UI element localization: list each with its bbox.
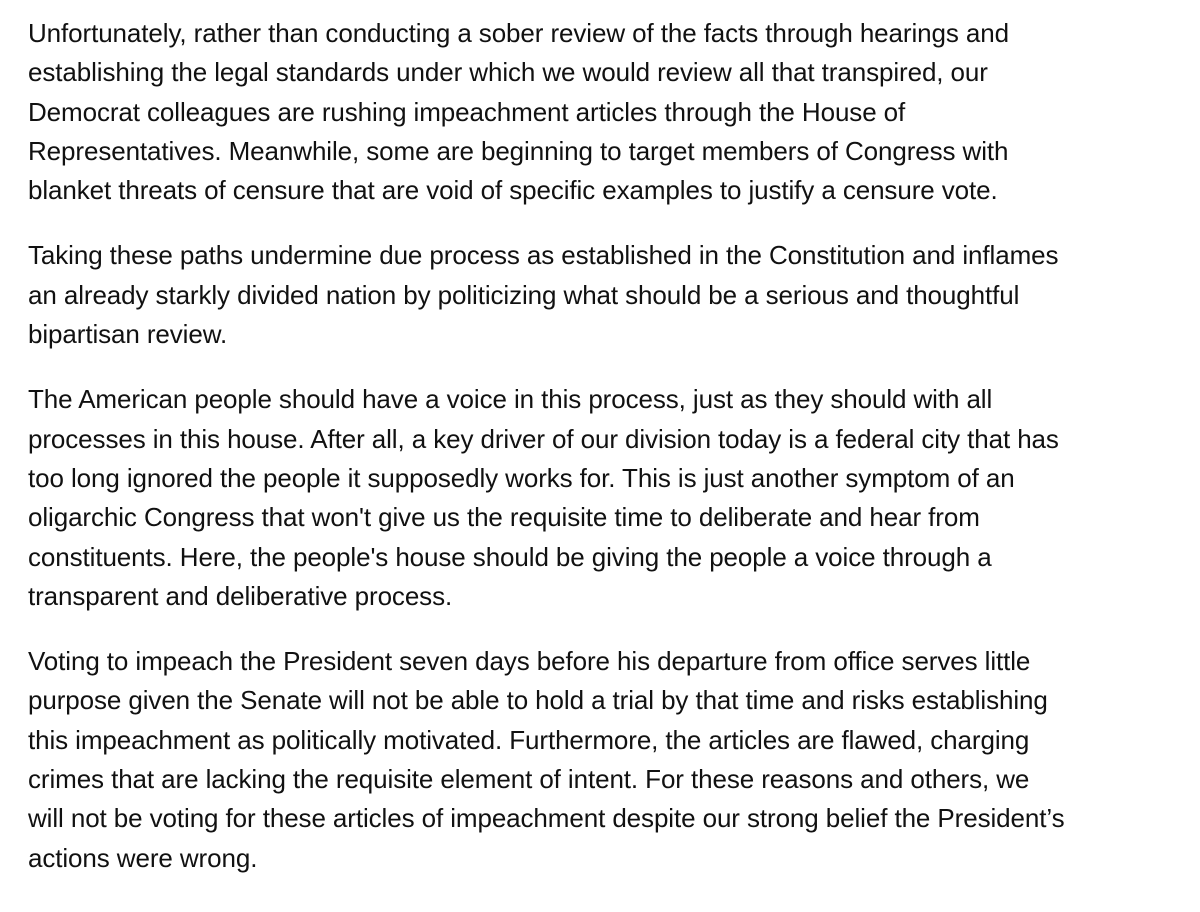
paragraph-4: Voting to impeach the President seven days before his departure from office serves little purpose given the Senate will not be able to hold a trial by that time and risks establishing this impeachment as politically motivated. Furthermore, the articles are flawed, charging crimes that are lacking the requisite element of intent. For these reasons and others, we will not be voting for these articles of impeachment despite our strong belief the President’s actions were wrong. <box>28 646 1065 873</box>
paragraph-1: Unfortunately, rather than conducting a sober review of the facts through hearings and establishing the legal standards under which we would review all that transpired, our Democrat colleagues are rushing impeachment articles through the House of Representatives. Meanwhile, some are beginning to target members of Congress with blanket threats of censure that are void of specific examples to justify a censure vote. <box>28 18 1009 206</box>
paragraph-2: Taking these paths undermine due process as established in the Constitution and inflames an already starkly divided nation by politicizing what should be a serious and thoughtful bipartisan review. <box>28 240 1059 350</box>
document-body <box>28 14 1068 878</box>
paragraph-3: The American people should have a voice in this process, just as they should with all processes in this house. After all, a key driver of our division today is a federal city that has too long ignored the people it supposedly works for. This is just another symptom of an oligarchic Congress that won't give us the requisite time to deliberate and hear from constituents. Here, the people's house should be giving the people a voice through a transparent and deliberative process. <box>28 384 1059 611</box>
